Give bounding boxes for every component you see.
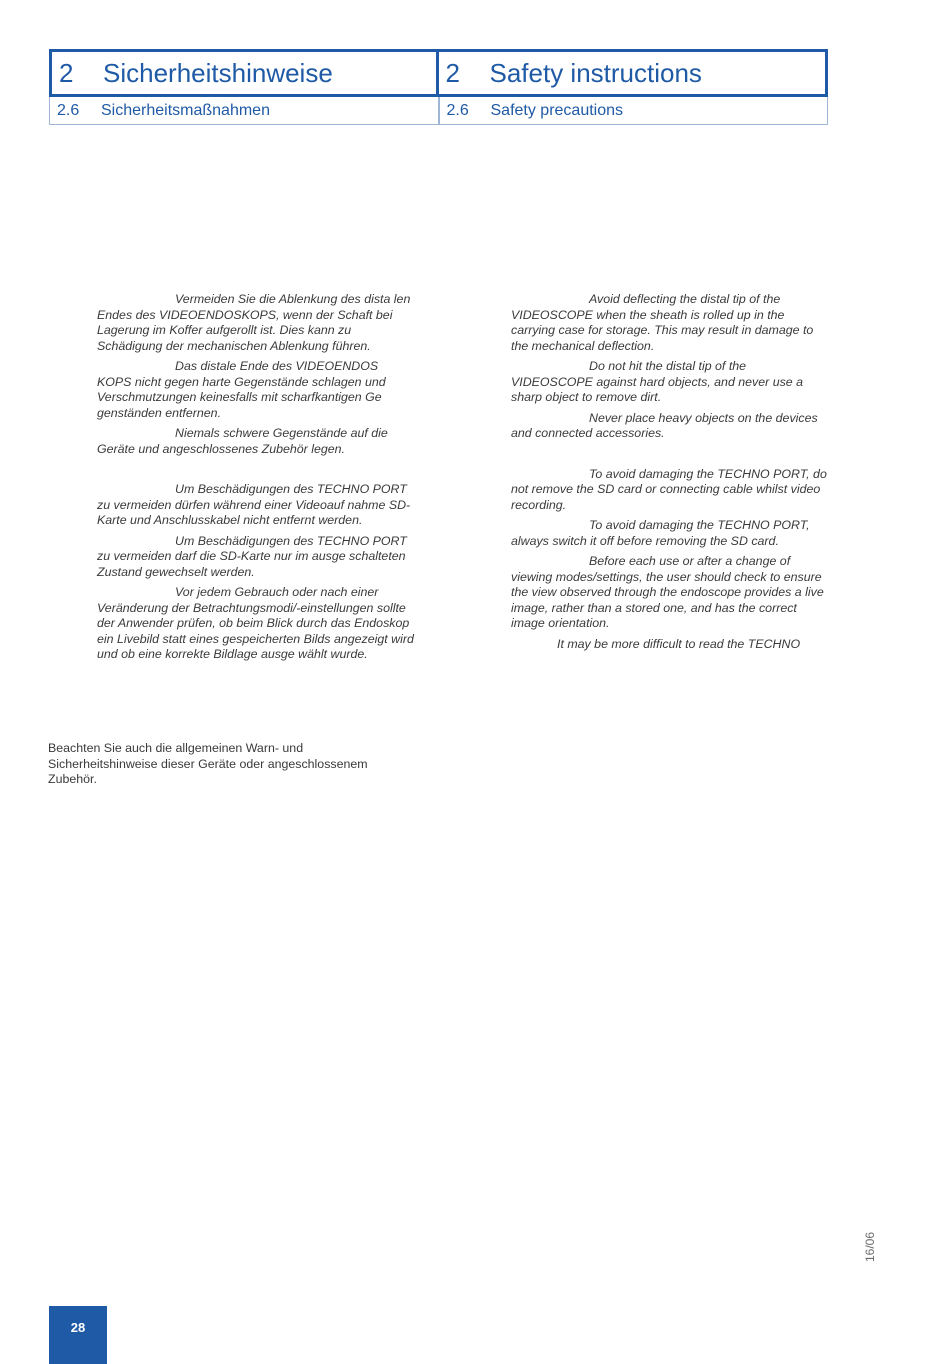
revision-date: 16/06 — [863, 1231, 877, 1263]
paragraph: It may be more difficult to read the TECHNO — [557, 636, 801, 651]
page-number: 28 — [70, 1320, 86, 1335]
paragraph: To avoid damaging the TECHNO PORT, do not remove the SD card or connecting cable whilst video recording. — [511, 466, 827, 512]
section-title-de — [49, 49, 439, 97]
page-number-box — [49, 1306, 107, 1364]
paragraph: Vor jedem Gebrauch oder nach einer Veränderung der Betrachtungsmodi/-einstellungen sollte der Anwender prüfen, ob beim Blick durch das Endoskop ein Livebild statt eines gespeicherten Bilds angezeigt wird und ob eine korrekte Bildlage ausge wählt wurde. — [97, 585, 414, 661]
english-column — [511, 292, 829, 657]
section-title-en — [439, 49, 829, 97]
section-title-de-text: Sicherheitshinweise — [103, 57, 333, 88]
subsection-title-de — [49, 97, 439, 125]
german-column — [97, 292, 415, 668]
paragraph: Never place heavy objects on the devices and connected accessories. — [511, 410, 818, 440]
section-number-de: 2 — [59, 57, 74, 88]
section-header — [49, 49, 828, 125]
paragraph: Um Beschädigungen des TECHNO PORT zu vermeiden darf die SD-Karte nur im ausge schalteten Zustand gewechselt werden. — [97, 533, 407, 579]
subsection-number-en: 2.6 — [446, 101, 469, 119]
paragraph: Avoid deflecting the distal tip of the VIDEOSCOPE when the sheath is rolled up in the carrying case for storage. This may result in damage to the mechanical deflection. — [511, 292, 814, 353]
paragraph: Vermeiden Sie die Ablenkung des dista len Endes des VIDEOENDOSKOPS, wenn der Schaft bei Lagerung im Koffer aufgerollt ist. Dies kann zu Schädigung der mechanischen Ablenkung führen. — [97, 292, 411, 353]
paragraph: Das distale Ende des VIDEOENDOS KOPS nicht gegen harte Gegenstände schlagen und Verschmutzungen keinesfalls mit scharfkantigen Ge genständen entfernen. — [97, 359, 386, 420]
paragraph: Um Beschädigungen des TECHNO PORT zu vermeiden dürfen während einer Videoauf nahme SD-Karte und Anschlusskabel nicht entfernt werden. — [97, 482, 411, 527]
paragraph: Niemals schwere Gegenstände auf die Geräte und angeschlossenes Zubehör legen. — [97, 426, 388, 456]
subsection-number-de: 2.6 — [57, 101, 80, 119]
section-number-en: 2 — [445, 57, 460, 88]
subsection-title-en — [439, 97, 829, 125]
section-title-en-text: Safety instructions — [489, 57, 702, 88]
subsection-title-de-text: Sicherheitsmaßnahmen — [101, 101, 270, 119]
paragraph: Before each use or after a change of viewing modes/settings, the user should check to ensure the view observed through the endoscope provides a live image, rather than a stored one, and has the correct image orientation. — [511, 554, 824, 630]
subsection-title-en-text: Safety precautions — [490, 101, 624, 119]
paragraph: Do not hit the distal tip of the VIDEOSCOPE against hard objects, and never use a sharp object to remove dirt. — [511, 359, 804, 404]
paragraph: To avoid damaging the TECHNO PORT, always switch it off before removing the SD card. — [511, 518, 810, 548]
general-note: Beachten Sie auch die allgemeinen Warn- und Sicherheitshinweise dieser Geräte oder angeschlossenem Zubehör. — [48, 741, 368, 786]
